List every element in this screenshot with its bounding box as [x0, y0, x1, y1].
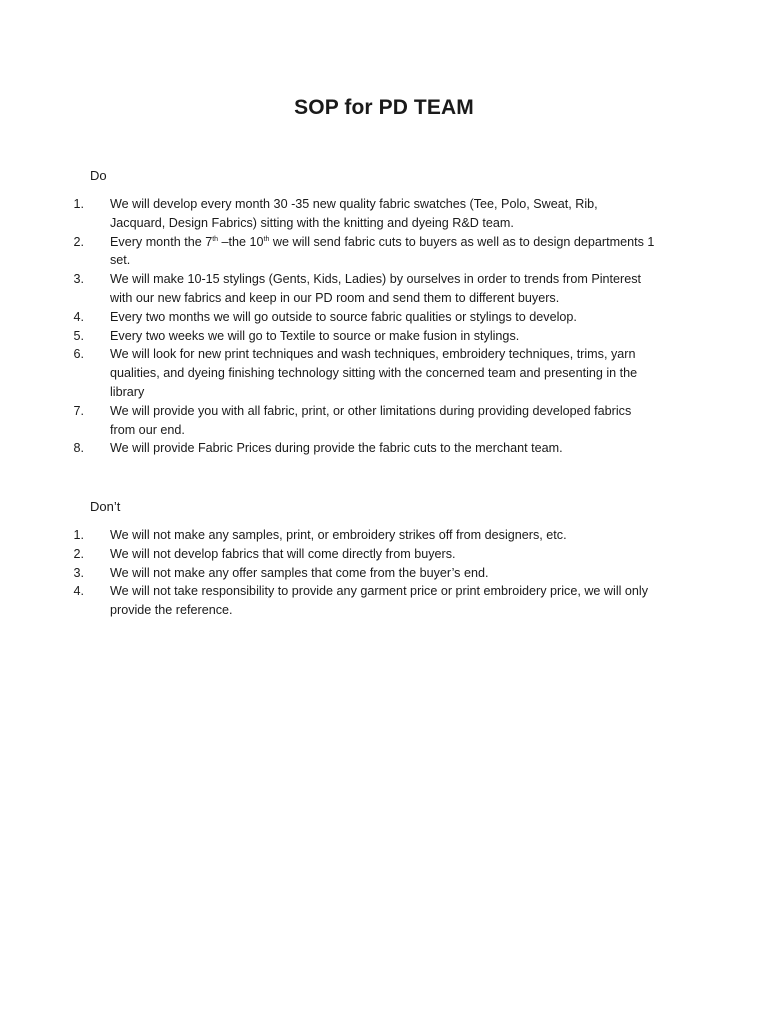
document-title: SOP for PD TEAM — [294, 96, 474, 119]
list-text: We will provide you with all fabric, print, or other limitations during providing developed fabrics from our end. — [110, 403, 632, 437]
list-text-part: –the 10 — [218, 234, 264, 249]
list-number: 4. — [73, 309, 84, 324]
list-number: 1. — [73, 528, 84, 542]
list-number: 1. — [73, 197, 84, 211]
list-item — [0, 526, 768, 545]
list-item — [0, 564, 768, 583]
list-text: We will provide Fabric Prices during provide the fabric cuts to the merchant team. — [110, 441, 563, 456]
list-text — [110, 233, 655, 271]
list-item — [0, 402, 768, 440]
dont-list — [0, 526, 768, 620]
list-item — [0, 582, 768, 620]
list-item — [0, 308, 768, 327]
list-text: We will not develop fabrics that will come directly from buyers. — [110, 546, 456, 561]
list-text: We will look for new print techniques and wash techniques, embroidery techniques, trims, yarn qualities, and dyeing finishing technology sitting with the concerned team and presenting in the library — [110, 347, 638, 399]
list-text: We will not make any samples, print, or embroidery strikes off from designers, etc. — [110, 528, 567, 542]
list-item — [0, 545, 768, 564]
list-number: 3. — [73, 565, 84, 580]
ordinal-suffix: th — [212, 235, 219, 243]
list-number: 2. — [73, 546, 84, 561]
list-text: We will develop every month 30 -35 new quality fabric swatches (Tee, Polo, Sweat, Rib, Jacquard, Design Fabrics) sitting with the knitting and dyeing R&D team. — [110, 197, 598, 230]
list-text-part: Every month the 7 — [110, 234, 213, 249]
list-text: We will not make any offer samples that come from the buyer’s end. — [110, 565, 489, 580]
dont-heading: Don’t — [90, 499, 121, 514]
list-number: 3. — [73, 272, 84, 287]
list-item — [0, 439, 768, 458]
do-heading: Do — [90, 168, 107, 183]
ordinal-suffix: th — [263, 235, 270, 243]
list-text: We will not take responsibility to provide any garment price or print embroidery price, we will only provide the reference. — [110, 584, 649, 618]
list-number: 2. — [73, 234, 84, 249]
list-text: Every two months we will go outside to source fabric qualities or stylings to develop. — [110, 309, 577, 324]
list-number: 4. — [73, 584, 84, 599]
list-text: We will make 10-15 stylings (Gents, Kids, Ladies) by ourselves in order to trends from Pinterest with our new fabrics and keep in our PD room and send them to different buyers. — [110, 272, 642, 305]
do-list — [0, 195, 768, 458]
list-item — [0, 327, 768, 346]
list-item — [0, 233, 768, 271]
list-text-part: we will send fabric cuts to buyers as well as to design departments 1 set. — [110, 234, 655, 268]
list-number: 6. — [73, 347, 84, 362]
list-item — [0, 345, 768, 401]
list-number: 8. — [73, 441, 84, 456]
list-number: 7. — [73, 403, 84, 418]
list-text: Every two weeks we will go to Textile to source or make fusion in stylings. — [110, 328, 520, 343]
list-item — [0, 270, 768, 308]
list-number: 5. — [73, 328, 84, 343]
list-item — [0, 195, 768, 233]
